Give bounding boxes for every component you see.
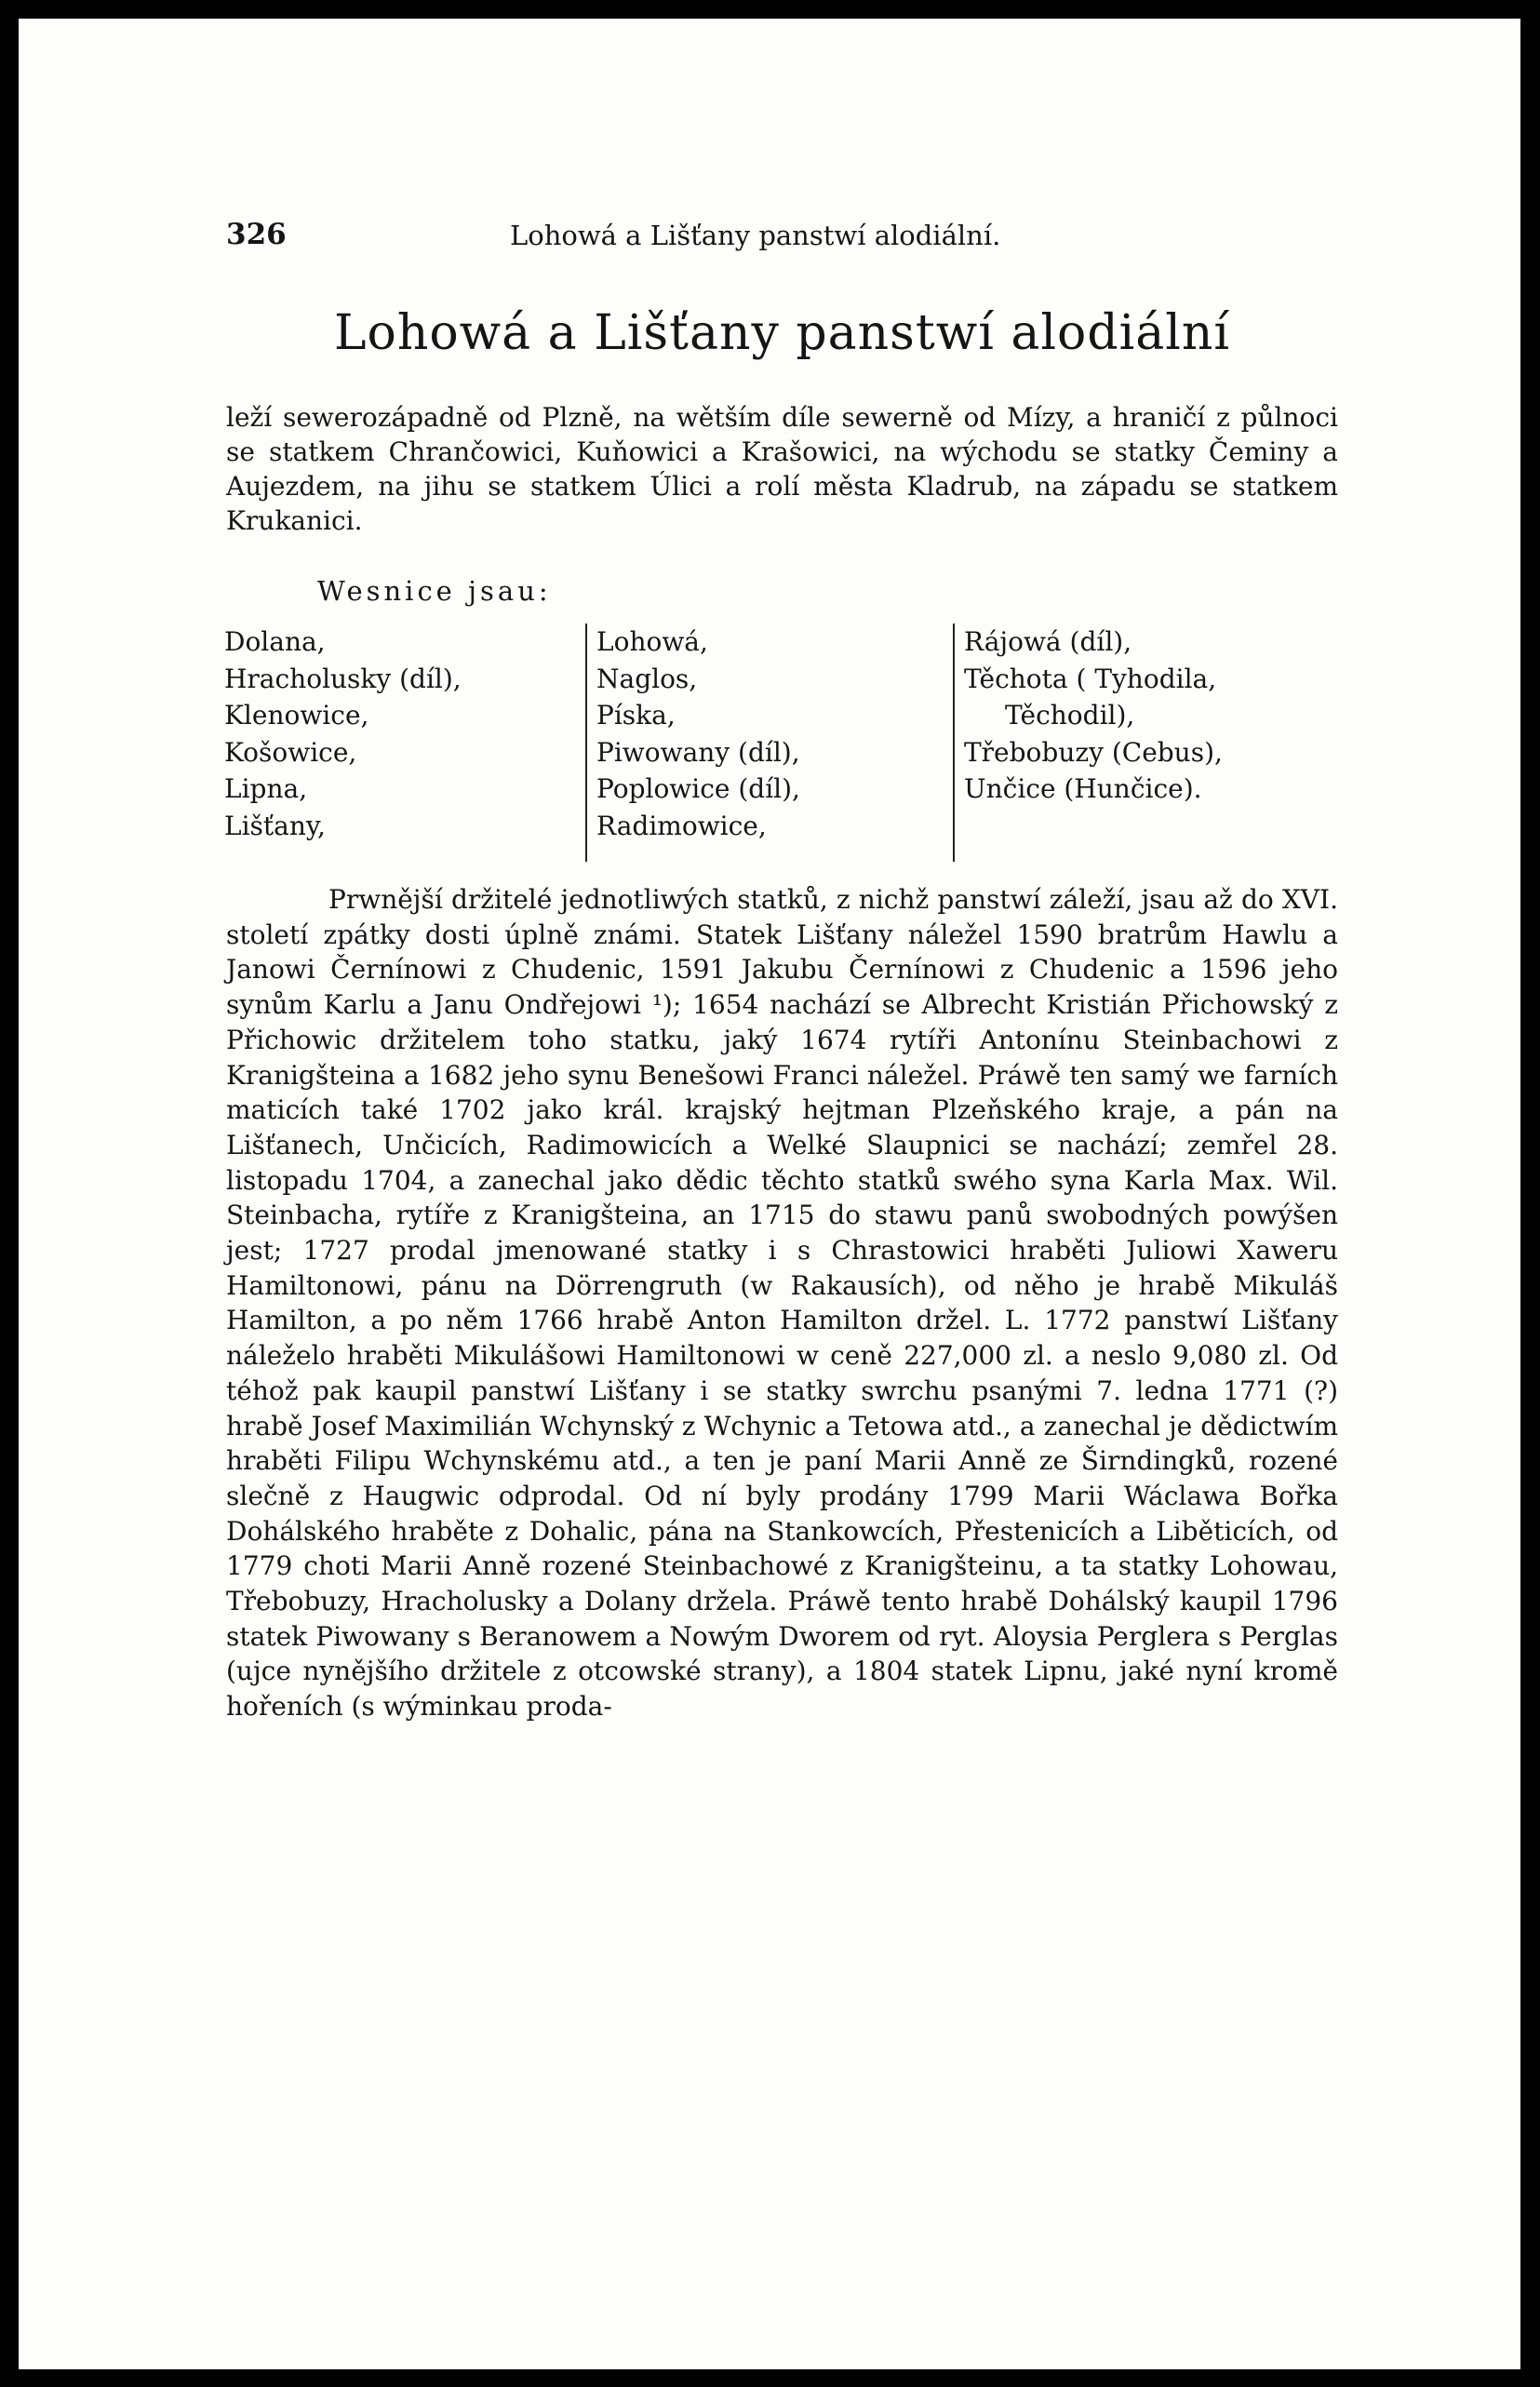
village-item: Třebobuzy (Cebus), (964, 736, 1223, 768)
village-item: Hracholusky (díl), (224, 663, 462, 694)
village-item: Lohowá, (596, 626, 708, 657)
page-title: Lohowá a Lišťany panstwí alodiální (334, 305, 1230, 361)
body-paragraph: Prwnější držitelé jednotliwých statků, z nichž panstwí záleží, jsau až do XVI. století zpátky dosti úplně známi. Statek Lišťany náležel 1590 bratrům Hawlu a Janowi Černínowi z Chudenic, 1591 Jakubu Černínowi z Chudenic a 1596 jeho synům Karlu a Janu Ondřejowi ¹); 1654 nachází se Albrecht Kristián Přichowský z Přichowic držitelem toho statku, jaký 1674 rytíři Antonínu Steinbachowi z Kranigšteina a 1682 jeho synu Benešowi Franci náležel. Práwě ten samý we farních maticích také 1702 jako král. krajský hejtman Plzeňského kraje, a pán na Lišťanech, Unčicích, Radimowicích a Welké Slaupnici se nachází; zemřel 28. listopadu 1704, a zanechal jako dědic těchto statků swého syna Karla Max. Wil. Steinbacha, rytíře z Kranigšteina, an 1715 do stawu panů swobodných powýšen jest; 1727 prodal jmenowané statky i s Chrastowici hraběti Juliowi Xaweru Hamiltonowi, pánu na Dörrengruth (w Rakausích), od něho je hrabě Mikuláš Hamilton, a po něm 1766 hrabě Anton Hamilton držel. L. 1772 panstwí Lišťany náleželo hraběti Mikulášowi Hamiltonowi w ceně 227,000 zl. a neslo 9,080 zl. Od téhož pak kaupil panstwí Lišťany i se statky swrchu psanými 7. ledna 1771 (?) hrabě Josef Maximilián Wchynský z Wchynic a Tetowa atd., a zanechal je dědictwím hraběti Filipu Wchynskému atd., a ten je paní Marii Anně ze Širndingků, rozené slečně z Haugwic odprodal. Od ní byly prodány 1799 Marii Wáclawa Bořka Dohálského hraběte z Dohalic, pána na Stankowcích, Přestenicích a Liběticích, od 1779 choti Marii Anně rozené Steinbachowé z Kranigšteinu, a ta statky Lohowau, Třebobuzy, Hracholusky a Dolany držela. Práwě tento hrabě Dohálský kaupil 1796 statek Piwowany s Beranowem a Nowým Dworem od ryt. Aloysia Perglera s Perglas (ujce nynějšího držitele z otcowské strany), a 1804 statek Lipnu, jaké nyní kromě hořeních (s wýminkau proda- (226, 884, 1338, 1723)
villages-heading: Wesnice jsau: (317, 575, 552, 607)
village-item: Lišťany, (224, 810, 326, 841)
village-item: Naglos, (596, 663, 698, 694)
village-item: Košowice, (224, 736, 357, 768)
villages-column-3 (953, 624, 1355, 862)
village-item: Radimowice, (596, 810, 767, 841)
village-item: Píska, (596, 700, 676, 731)
history-text (226, 882, 1338, 1724)
village-item: Těchodil), (1005, 700, 1135, 731)
village-item: Piwowany (díl), (596, 736, 800, 768)
running-head: Lohowá a Lišťany panstwí alodiální. (510, 220, 1001, 251)
page-number: 326 (226, 218, 287, 251)
page-header (226, 218, 1338, 255)
village-item: Těchota ( Tyhodila, (964, 663, 1217, 694)
village-item: Rájowá (díl), (964, 626, 1132, 657)
intro-paragraph: leží sewerozápadně od Plzně, na wětším díle sewerně od Mízy, a hraničí z půlnoci se statkem Chrančowici, Kuňowici a Krašowici, na wýchodu se statky Čeminy a Aujezdem, na jihu se statkem Úlici a rolí města Kladrub, na západu se statkem Krukanici. (226, 402, 1338, 536)
village-item: Lipna, (224, 773, 308, 804)
book-page (19, 19, 1520, 2369)
village-item: Poplowice (díl), (596, 773, 800, 804)
village-item: Unčice (Hunčice). (964, 773, 1202, 804)
villages-column-2 (585, 624, 959, 862)
villages-column-1 (224, 624, 578, 844)
village-item: Dolana, (224, 626, 326, 657)
village-item: Klenowice, (224, 700, 369, 731)
